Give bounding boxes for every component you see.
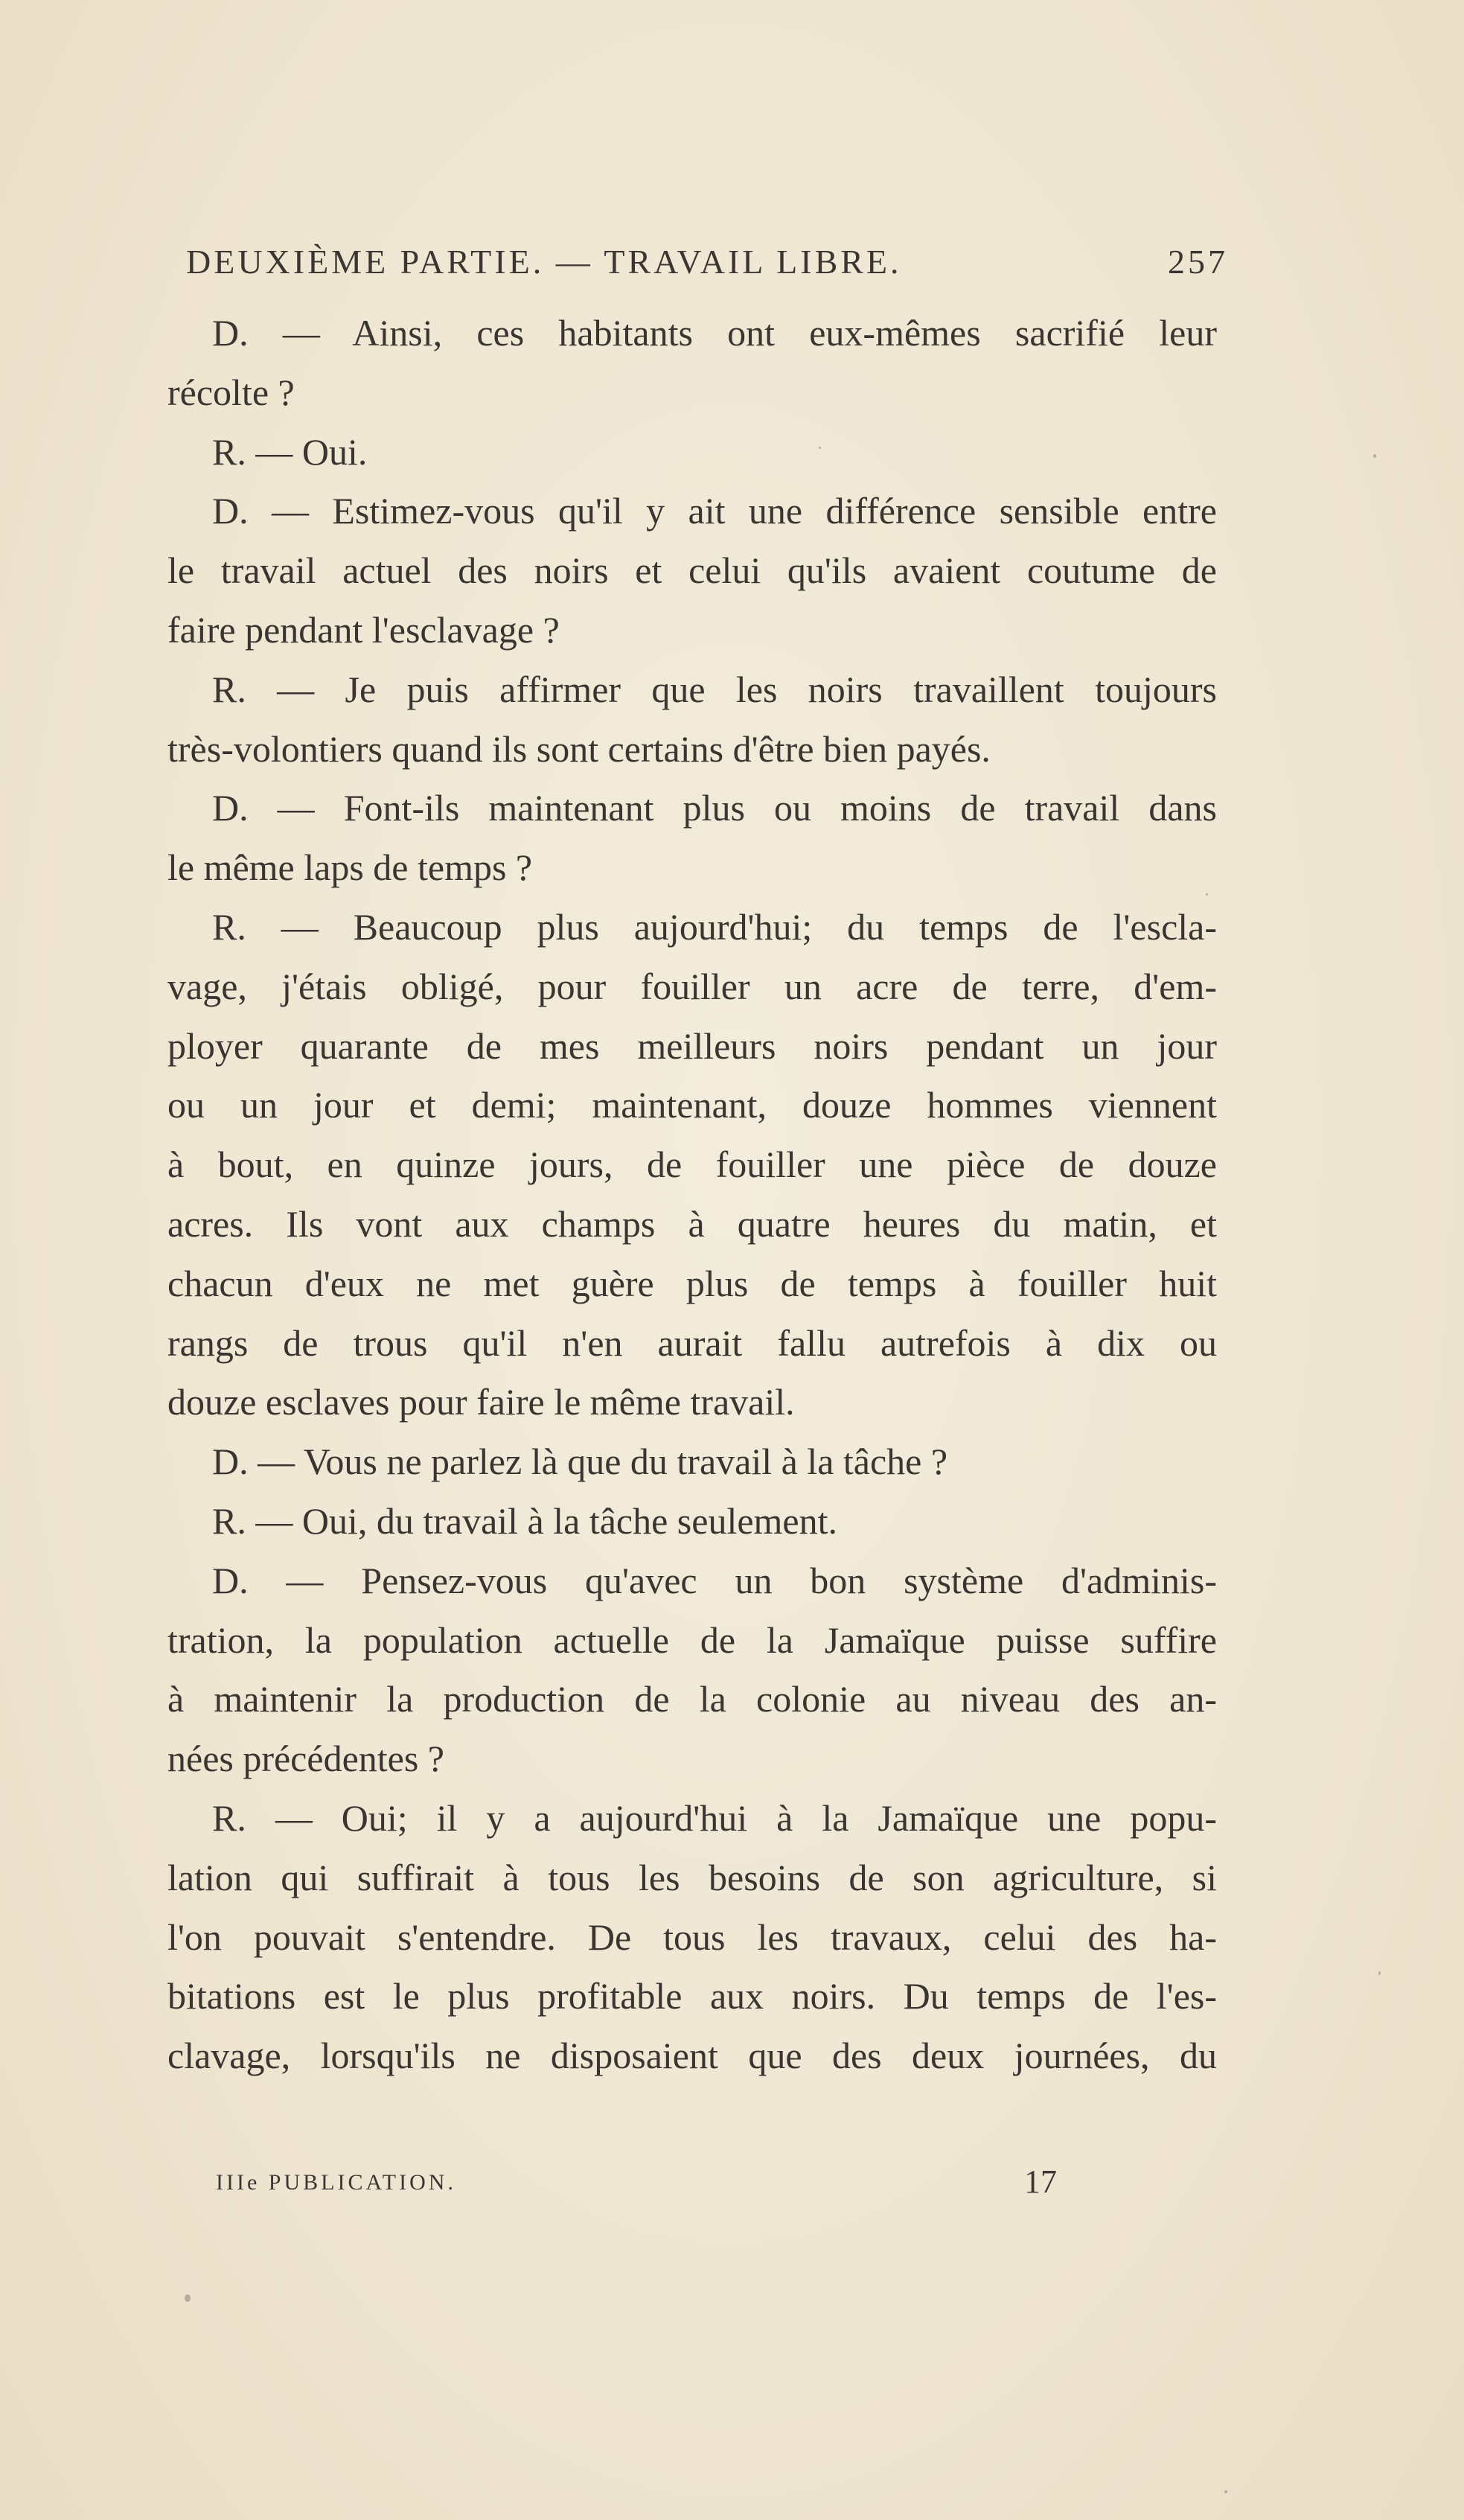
text-line: tration, la population actuelle de la Jamaïque puisse suffire	[167, 1618, 1217, 1661]
text-line: R. — Oui.	[212, 430, 368, 473]
text-line: acres. Ils vont aux champs à quatre heures du matin, et	[167, 1202, 1217, 1245]
text-line: le même laps de temps ?	[167, 846, 533, 889]
paper-speck	[1206, 893, 1208, 896]
text-line: R. — Oui; il y a aujourd'hui à la Jamaïque une popu-	[212, 1796, 1217, 1839]
body-text	[167, 304, 1217, 2086]
signature-number: 17	[1024, 2163, 1057, 2200]
text-line: D. — Vous ne parlez là que du travail à la tâche ?	[212, 1441, 948, 1483]
text-line: D. — Ainsi, ces habitants ont eux-mêmes sacrifié leur	[212, 312, 1217, 354]
text-line: ployer quarante de mes meilleurs noirs pendant un jour	[167, 1024, 1217, 1067]
text-line: R. — Oui, du travail à la tâche seulement.	[212, 1499, 838, 1542]
running-header	[186, 242, 1228, 294]
text-line: D. — Pensez-vous qu'avec un bon système d'adminis-	[212, 1559, 1217, 1601]
text-line: rangs de trous qu'il n'en aurait fallu autrefois à dix ou	[167, 1321, 1217, 1364]
text-line: l'on pouvait s'entendre. De tous les travaux, celui des ha-	[167, 1915, 1217, 1958]
page-number: 257	[1168, 243, 1228, 281]
text-line: ou un jour et demi; maintenant, douze hommes viennent	[167, 1084, 1217, 1126]
text-line: D. — Font-ils maintenant plus ou moins de travail dans	[212, 787, 1217, 829]
text-line: vage, j'étais obligé, pour fouiller un acre de terre, d'em-	[167, 965, 1217, 1007]
signature-line	[216, 2163, 1057, 2215]
text-line: bitations est le plus profitable aux noirs. Du temps de l'es-	[167, 1975, 1217, 2017]
text-line: faire pendant l'esclavage ?	[167, 608, 560, 651]
text-line: le travail actuel des noirs et celui qu'ils avaient coutume de	[167, 549, 1217, 592]
paper-speck	[819, 447, 821, 449]
text-line: chacun d'eux ne met guère plus de temps à fouiller huit	[167, 1262, 1217, 1304]
text-line: R. — Beaucoup plus aujourd'hui; du temps de l'escla-	[212, 905, 1217, 948]
text-line: récolte ?	[167, 371, 295, 413]
text-line: R. — Je puis affirmer que les noirs travaillent toujours	[212, 668, 1217, 710]
running-title: DEUXIÈME PARTIE. — TRAVAIL LIBRE.	[186, 243, 902, 281]
paper-speck	[1373, 454, 1376, 458]
paper-speck	[1224, 2490, 1227, 2493]
text-line: très-volontiers quand ils sont certains d'être bien payés.	[167, 727, 991, 770]
text-line: à bout, en quinze jours, de fouiller une pièce de douze	[167, 1143, 1217, 1186]
text-line: nées précédentes ?	[167, 1738, 444, 1780]
paper-speck	[1378, 1971, 1381, 1975]
text-line: à maintenir la production de la colonie au niveau des an-	[167, 1678, 1217, 1720]
text-line: lation qui suffirait à tous les besoins de son agriculture, si	[167, 1856, 1217, 1898]
text-line: clavage, lorsqu'ils ne disposaient que des deux journées, du	[167, 2035, 1217, 2077]
publication-mark: IIIe PUBLICATION.	[216, 2170, 456, 2195]
paper-speck	[185, 2294, 191, 2302]
text-line: D. — Estimez-vous qu'il y ait une différence sensible entre	[212, 490, 1217, 532]
text-line: douze esclaves pour faire le même travail.	[167, 1381, 795, 1423]
